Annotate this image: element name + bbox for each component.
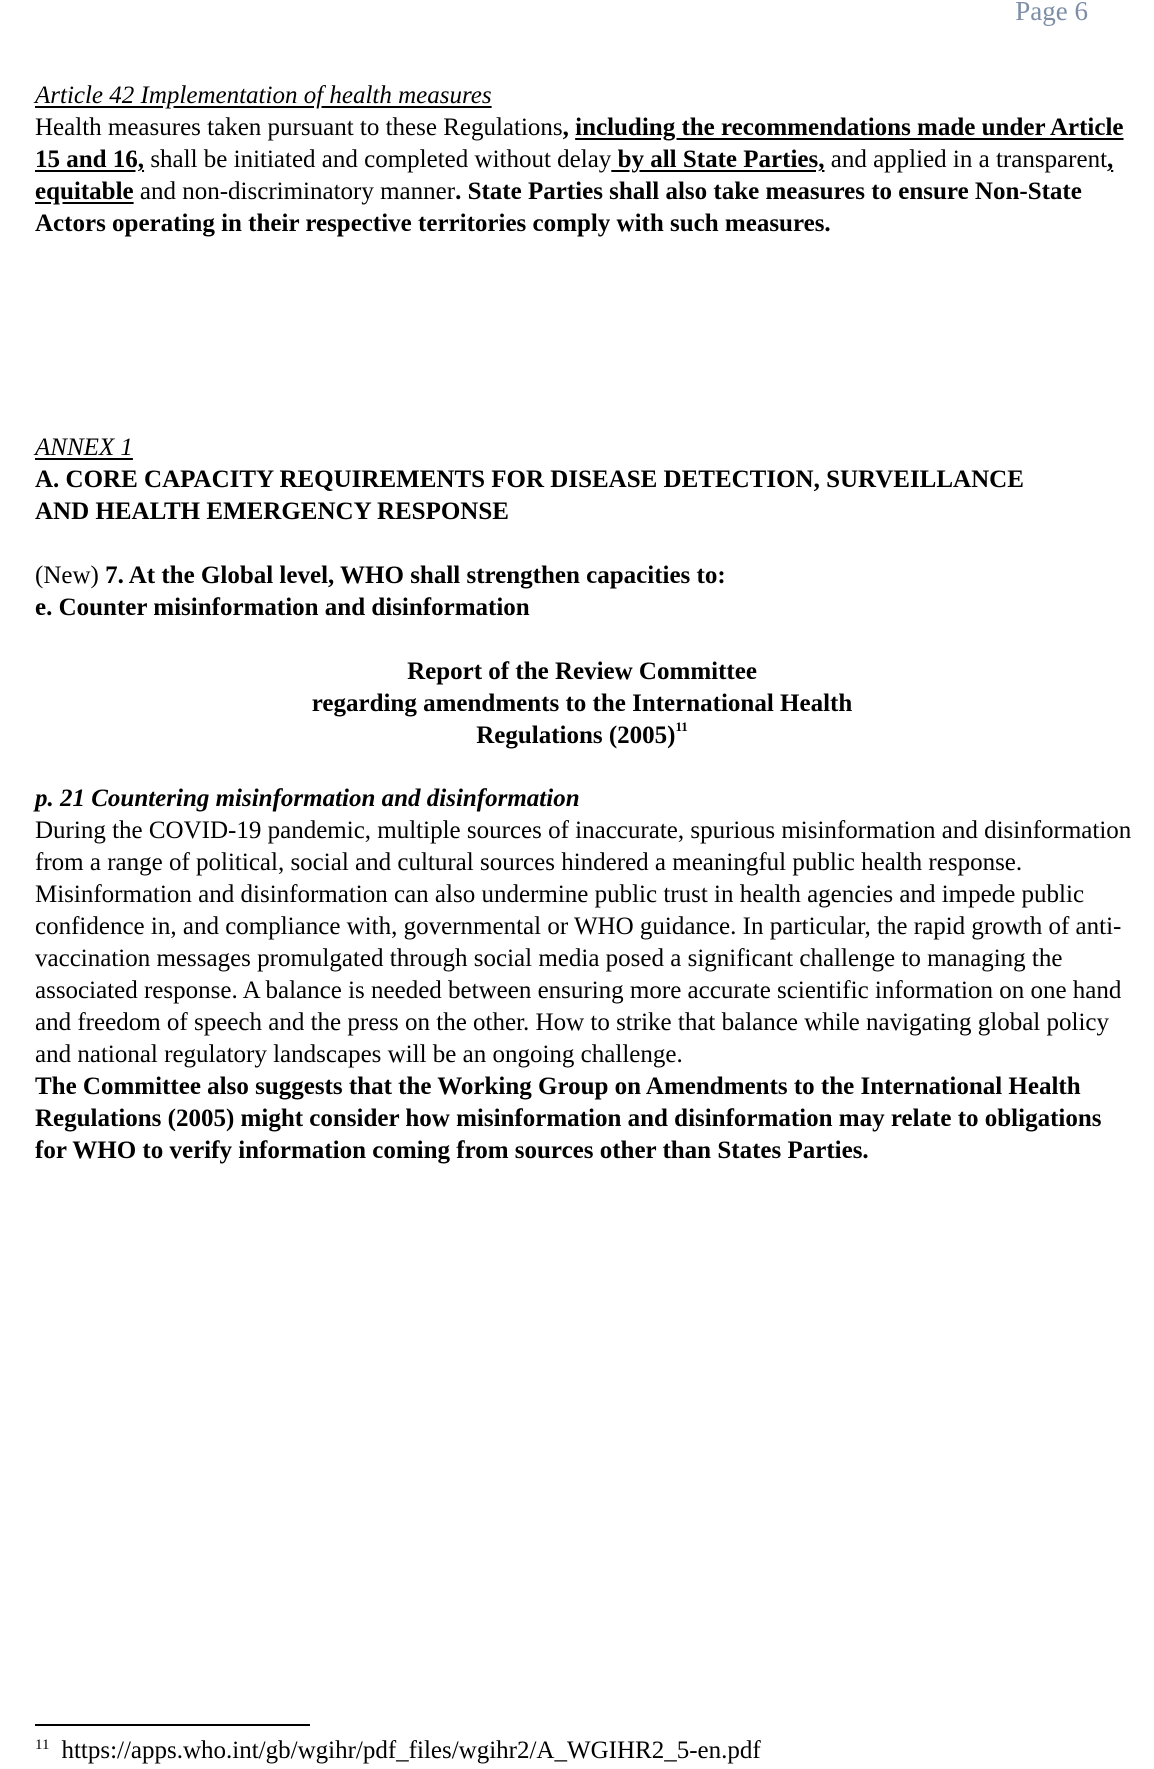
annex-new-item <box>35 560 1135 592</box>
annex-block <box>35 432 1135 624</box>
annex-title-line2: AND HEALTH EMERGENCY RESPONSE <box>35 498 509 525</box>
annex-item-e: e. Counter misinformation and disinformation <box>35 594 530 621</box>
report-title-line2: regarding amendments to the International Health <box>311 690 853 717</box>
spacer <box>35 528 1135 560</box>
annex-label: ANNEX 1 <box>35 434 133 461</box>
footnote <box>35 1736 761 1769</box>
annex-title-line1: A. CORE CAPACITY REQUIREMENTS FOR DISEASE DETECTION, SURVEILLANCE <box>35 466 1024 493</box>
article42-text-5: by all State Parties, <box>611 146 825 173</box>
section-heading: p. 21 Countering misinformation and disinformation <box>35 785 580 812</box>
section-body: During the COVID-19 pandemic, multiple sources of inaccurate, spurious misinformation and disinformation from a range of political, social and cultural sources hindered a meaningful public health response. Misinformation and disinformation can also undermine public trust in health agencies and impede public confidence in, and compliance with, governmental or WHO guidance. In particular, the rapid growth of anti-vaccination messages promulgated through social media posed a significant challenge to managing the associated response. A balance is needed between ensuring more accurate scientific information on one hand and freedom of speech and the press on the other. How to strike that balance while navigating global policy and national regulatory landscapes will be an ongoing challenge. <box>35 817 1132 1068</box>
report-title-line1: Report of the Review Committee <box>407 658 757 685</box>
article42-text-4: shall be initiated and completed without delay <box>144 146 612 173</box>
article42-text-2: , <box>562 114 576 141</box>
footnote-reference[interactable]: 11 <box>675 719 688 734</box>
article42-paragraph <box>35 112 1135 240</box>
report-title-line3-text: Regulations (2005) <box>476 722 676 749</box>
article42-text-1: Health measures taken pursuant to these Regulations <box>35 114 563 141</box>
article42-block <box>35 80 1135 240</box>
footnote-number: 11 <box>35 1737 50 1753</box>
annex-new-prefix: (New) <box>35 562 99 589</box>
report-title-line3 <box>35 720 1129 755</box>
article42-text-3: including the recommendations made under Article 15 and 16, <box>35 114 1124 173</box>
page-number: Page 6 <box>1015 0 1088 26</box>
section-bold-paragraph: The Committee also suggests that the Working Group on Amendments to the International Health Regulations (2005) might consider how misinformation and disinformation may relate to obligations for WHO to verify information coming from sources other than States Parties. <box>35 1073 1102 1164</box>
article42-heading: Article 42 Implementation of health measures <box>35 82 492 109</box>
article42-text-7: , equitable <box>35 146 1114 205</box>
article42-text-8: and non-discriminatory manner <box>133 178 456 205</box>
footnote-separator <box>35 1724 310 1726</box>
annex-item-7: 7. At the Global level, WHO shall strengthen capacities to: <box>98 562 726 589</box>
article42-text-6: and applied in a transparent <box>824 146 1108 173</box>
footnote-link[interactable]: https://apps.who.int/gb/wgihr/pdf_files/wgihr2/A_WGIHR2_5-en.pdf <box>61 1737 761 1764</box>
report-title <box>35 656 1129 755</box>
article42-text-9: . State Parties shall also take measures to ensure Non-State Actors operating in their respective territories comply with such measures. <box>35 178 1082 237</box>
section-block <box>35 783 1135 1167</box>
